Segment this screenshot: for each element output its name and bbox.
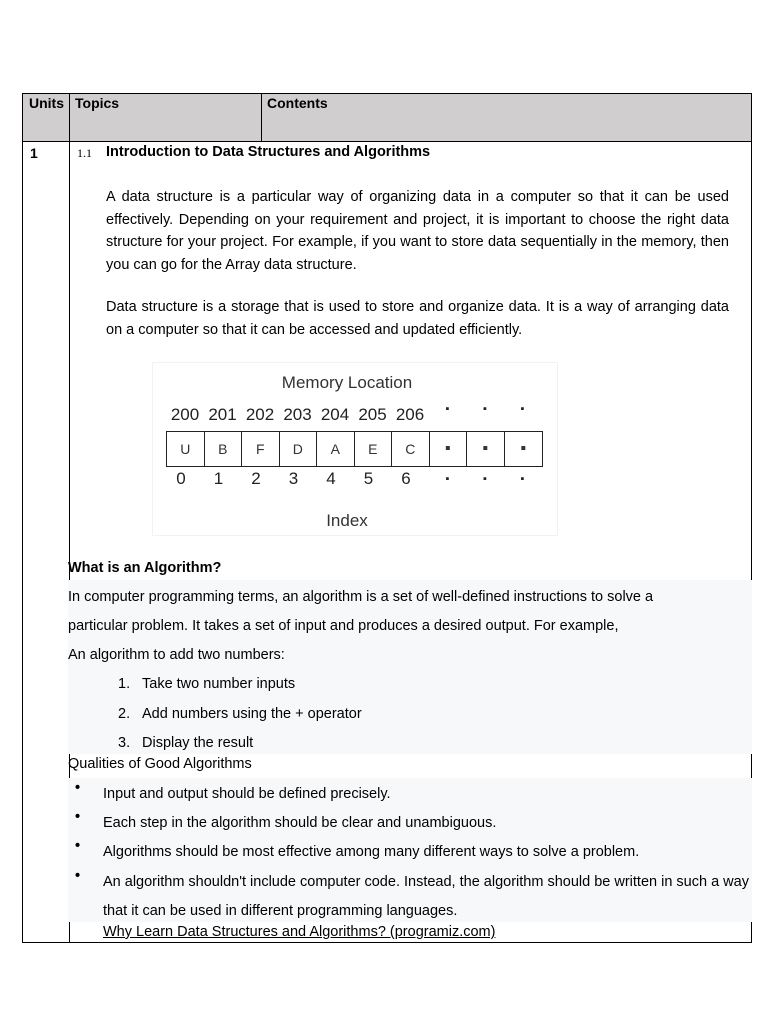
algorithm-step [118, 735, 253, 751]
array-index: ▪ [483, 473, 487, 485]
algorithm-step [118, 706, 362, 722]
array-index: 2 [251, 469, 261, 488]
memory-address: 200 [170, 405, 200, 424]
bullet-icon: • [75, 809, 81, 825]
quality-list-item [75, 868, 751, 919]
memory-address: ▪ [520, 403, 525, 415]
qualities-heading: Qualities of Good Algorithms [68, 756, 252, 772]
section-title: Introduction to Data Structures and Algorithms [106, 144, 431, 160]
algorithm-step [118, 676, 295, 692]
memory-address: 201 [208, 405, 237, 424]
memory-address: 204 [320, 405, 350, 424]
intro-paragraph-2: Data structure is a storage that is used to store and organize data. It is a way of arranging data on a computer so that it can be accessed and updated efficiently. [106, 299, 729, 338]
memory-address: ▪ [483, 403, 487, 415]
step-text: Add numbers using the + operator [142, 706, 362, 722]
array-cell: B [205, 432, 243, 466]
array-cells [166, 431, 543, 467]
bullet-icon: • [75, 868, 81, 884]
figure-title: Memory Location [281, 373, 413, 392]
array-cell: ▪ [430, 432, 468, 466]
step-number: 2. [118, 706, 131, 722]
array-index: 5 [363, 469, 374, 488]
header-contents: Contents [267, 95, 328, 111]
memory-address: 205 [358, 405, 387, 424]
memory-location-figure [152, 362, 558, 536]
array-index: 0 [176, 469, 186, 488]
array-cell: E [355, 432, 393, 466]
array-cell: C [392, 432, 430, 466]
array-cell: D [280, 432, 318, 466]
array-cell: ▪ [467, 432, 505, 466]
memory-address: 202 [245, 405, 275, 424]
quality-text: Algorithms should be most effective among many different ways to solve a problem. [103, 844, 640, 860]
section-number: 1.1 [77, 146, 92, 160]
memory-address: 203 [283, 405, 312, 424]
step-number: 3. [118, 735, 131, 751]
quality-text: Each step in the algorithm should be clear and unambiguous. [103, 815, 497, 831]
array-cell: A [317, 432, 355, 466]
step-text: Take two number inputs [142, 676, 296, 692]
quality-list-item [75, 809, 751, 831]
quality-list-item [75, 838, 751, 860]
quality-list-item [75, 780, 751, 802]
figure-index-label: Index [326, 511, 368, 530]
array-cell: U [167, 432, 205, 466]
step-number: 1. [118, 676, 131, 692]
header-units: Units [23, 94, 70, 141]
bullet-icon: • [75, 780, 81, 796]
array-index: 6 [401, 469, 411, 488]
array-index: 4 [326, 469, 336, 488]
memory-address: 206 [395, 405, 425, 424]
algorithm-text-line-3: An algorithm to add two numbers: [68, 647, 285, 663]
unit-number: 1 [30, 145, 38, 161]
header-topics: Topics [70, 94, 262, 141]
array-cell: ▪ [520, 440, 527, 457]
array-index: ▪ [520, 473, 525, 485]
array-index: 1 [213, 469, 224, 488]
array-index: ▪ [445, 473, 450, 485]
bullet-icon: • [75, 838, 81, 854]
reference-link[interactable]: Why Learn Data Structures and Algorithms? (programiz.com) [103, 924, 496, 940]
intro-paragraph-1: A data structure is a particular way of organizing data in a computer so that it can be used effectively. Depending on your requirement and project, it is important to choose the right data structure for your project. For example, if you want to store data sequentially in the memory, then you can go for the Array data structure. [106, 189, 729, 273]
step-text: Display the result [142, 735, 254, 751]
array-index: 3 [288, 469, 299, 488]
algorithm-text-line-1: In computer programming terms, an algorithm is a set of well-defined instructions to solve a [68, 589, 654, 605]
algorithm-heading: What is an Algorithm? [68, 560, 222, 576]
algorithm-text-line-2: particular problem. It takes a set of input and produces a desired output. For example, [68, 618, 619, 634]
memory-address: ▪ [445, 403, 450, 415]
algorithm-block-background [68, 580, 752, 754]
array-cell: F [242, 432, 280, 466]
quality-text: Input and output should be defined precisely. [103, 786, 391, 802]
quality-text: An algorithm shouldn't include computer code. Instead, the algorithm should be written in such a way that it can be used in different programming languages. [103, 874, 749, 919]
